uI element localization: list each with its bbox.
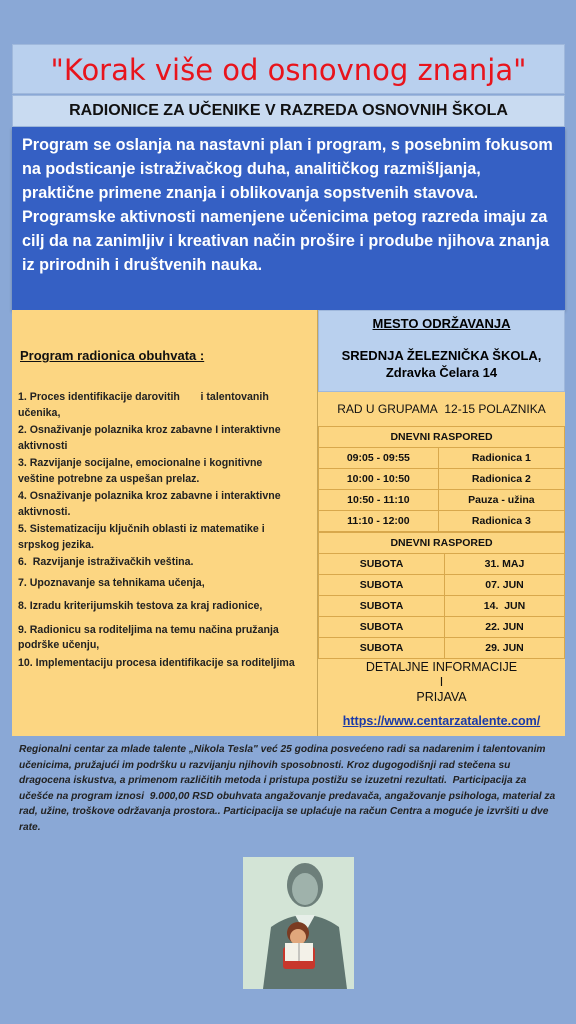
table-row <box>319 638 565 659</box>
info-line-3: PRIJAVA <box>416 690 467 704</box>
schedule-activity: Radionica 3 <box>438 511 564 532</box>
program-item: 5. Sistematizaciju ključnih oblasti iz matematike i srpskog jezika. <box>18 523 283 551</box>
program-heading: Program radionica obuhvata : <box>20 348 205 363</box>
schedule-activity: Radionica 2 <box>438 469 564 490</box>
schedule-time: 10:50 - 11:10 <box>319 490 439 511</box>
dates-schedule-heading: DNEVNI RASPORED <box>319 533 565 554</box>
subtitle-banner <box>12 95 565 127</box>
table-row <box>319 427 565 448</box>
schedule-date: 07. JUN <box>445 575 565 596</box>
intro-box <box>12 127 565 310</box>
program-item: 10. Implementaciju procesa identifikacije sa roditeljima <box>18 656 295 669</box>
website-link[interactable]: https://www.centarzatalente.com/ <box>342 714 541 728</box>
program-item: 3. Razvijanje socijalne, emocionalne i kognitivne veštine potrebne za uspešan prelaz. <box>18 457 280 485</box>
dates-schedule-table <box>318 532 565 659</box>
location-heading: MESTO ODRŽAVANJA <box>372 316 511 331</box>
schedule-date: 31. MAJ <box>445 554 565 575</box>
location-address: Zdravka Čelara 14 <box>385 365 498 380</box>
footer-text: Regionalni centar za mlade talente „Nikola Tesla" već 25 godina posvećeno radi sa nadarenim i talentovanim učenicima, pružajući im podršku u razvijanju njihovih sposobnosti. Kroz dugogodišnji rad stečena su dragocena iskustva, a primenom različitih metoda i pristupa postižu se izuzetni rezultati. Participacija za učešće na program iznosi 9.000,00 RSD obuhvata angažovanje predavača, angažovanje psihologa, material za rad, užine, troškove održavanja prostora.. Participacija se uplaćuje na račun Centra a moguće je izvršiti u dve rate. <box>19 744 556 833</box>
table-row <box>319 469 565 490</box>
schedule-day: SUBOTA <box>319 617 445 638</box>
schedule-day: SUBOTA <box>319 638 445 659</box>
schedule-activity: Radionica 1 <box>438 448 564 469</box>
center-logo <box>243 857 354 989</box>
program-item: 7. Upoznavanje sa tehnikama učenja, <box>18 576 205 589</box>
program-panel <box>12 310 318 736</box>
program-item: 2. Osnaživanje polaznika kroz zabavne I interaktivne aktivnosti <box>18 424 281 452</box>
schedule-activity: Pauza - užina <box>438 490 564 511</box>
schedule-day: SUBOTA <box>319 554 445 575</box>
table-row <box>319 596 565 617</box>
schedule-time: 10:00 - 10:50 <box>319 469 439 490</box>
schedule-time: 09:05 - 09:55 <box>319 448 439 469</box>
schedule-date: 29. JUN <box>445 638 565 659</box>
table-row <box>319 554 565 575</box>
table-row <box>319 575 565 596</box>
table-row <box>319 511 565 532</box>
page-title: "Korak više od osnovnog znanja" <box>50 53 527 87</box>
location-name: SREDNJA ŽELEZNIČKA ŠKOLA, <box>341 348 542 363</box>
table-row <box>319 448 565 469</box>
program-item: 6. Razvijanje istraživačkih veština. <box>18 556 194 568</box>
schedule-date: 22. JUN <box>445 617 565 638</box>
program-item: 9. Radionicu sa roditeljima na temu načina pružanja podrške učenju, <box>18 623 279 651</box>
table-row <box>319 533 565 554</box>
schedule-time: 11:10 - 12:00 <box>319 511 439 532</box>
schedule-day: SUBOTA <box>319 596 445 617</box>
program-list <box>18 390 314 673</box>
table-row <box>319 617 565 638</box>
info-label <box>318 660 565 705</box>
info-line-2: I <box>439 675 444 689</box>
info-line-1: DETALJNE INFORMACIJE <box>365 660 518 674</box>
intro-paragraph-1: Program se oslanja na nastavni plan i program, s posebnim fokusom na podsticanje istraživačkog duha, analitičkog razmišljanja, praktične primene znanja i oblikovanja sopstvenih stavova. <box>22 136 553 202</box>
program-item: 4. Osnaživanje polaznika kroz zabavne i interaktivne aktivnosti. <box>18 490 281 518</box>
title-banner <box>12 44 565 94</box>
schedule-date: 14. JUN <box>445 596 565 617</box>
schedule-day: SUBOTA <box>319 575 445 596</box>
program-item: 1. Proces identifikacije darovitih i talentovanih učenika, <box>18 391 269 419</box>
intro-paragraph-2: Programske aktivnosti namenjene učenicima petog razreda imaju za cilj da na zanimljiv i kreativan način prošire i prodube njihova znanja iz prirodnih i društvenih nauka. <box>22 208 550 274</box>
program-item: 8. Izradu kriterijumskih testova za kraj radionice, <box>18 600 263 612</box>
daily-schedule-table <box>318 426 565 532</box>
daily-schedule-heading: DNEVNI RASPORED <box>319 427 565 448</box>
groups-label: RAD U GRUPAMA 12-15 POLAZNIKA <box>337 402 546 416</box>
tesla-portrait-icon <box>243 857 354 989</box>
schedule-panel <box>318 392 565 736</box>
table-row <box>319 490 565 511</box>
page-subtitle: RADIONICE ZA UČENIKE V RAZREDA OSNOVNIH ŠKOLA <box>69 102 508 119</box>
location-box <box>318 310 565 392</box>
